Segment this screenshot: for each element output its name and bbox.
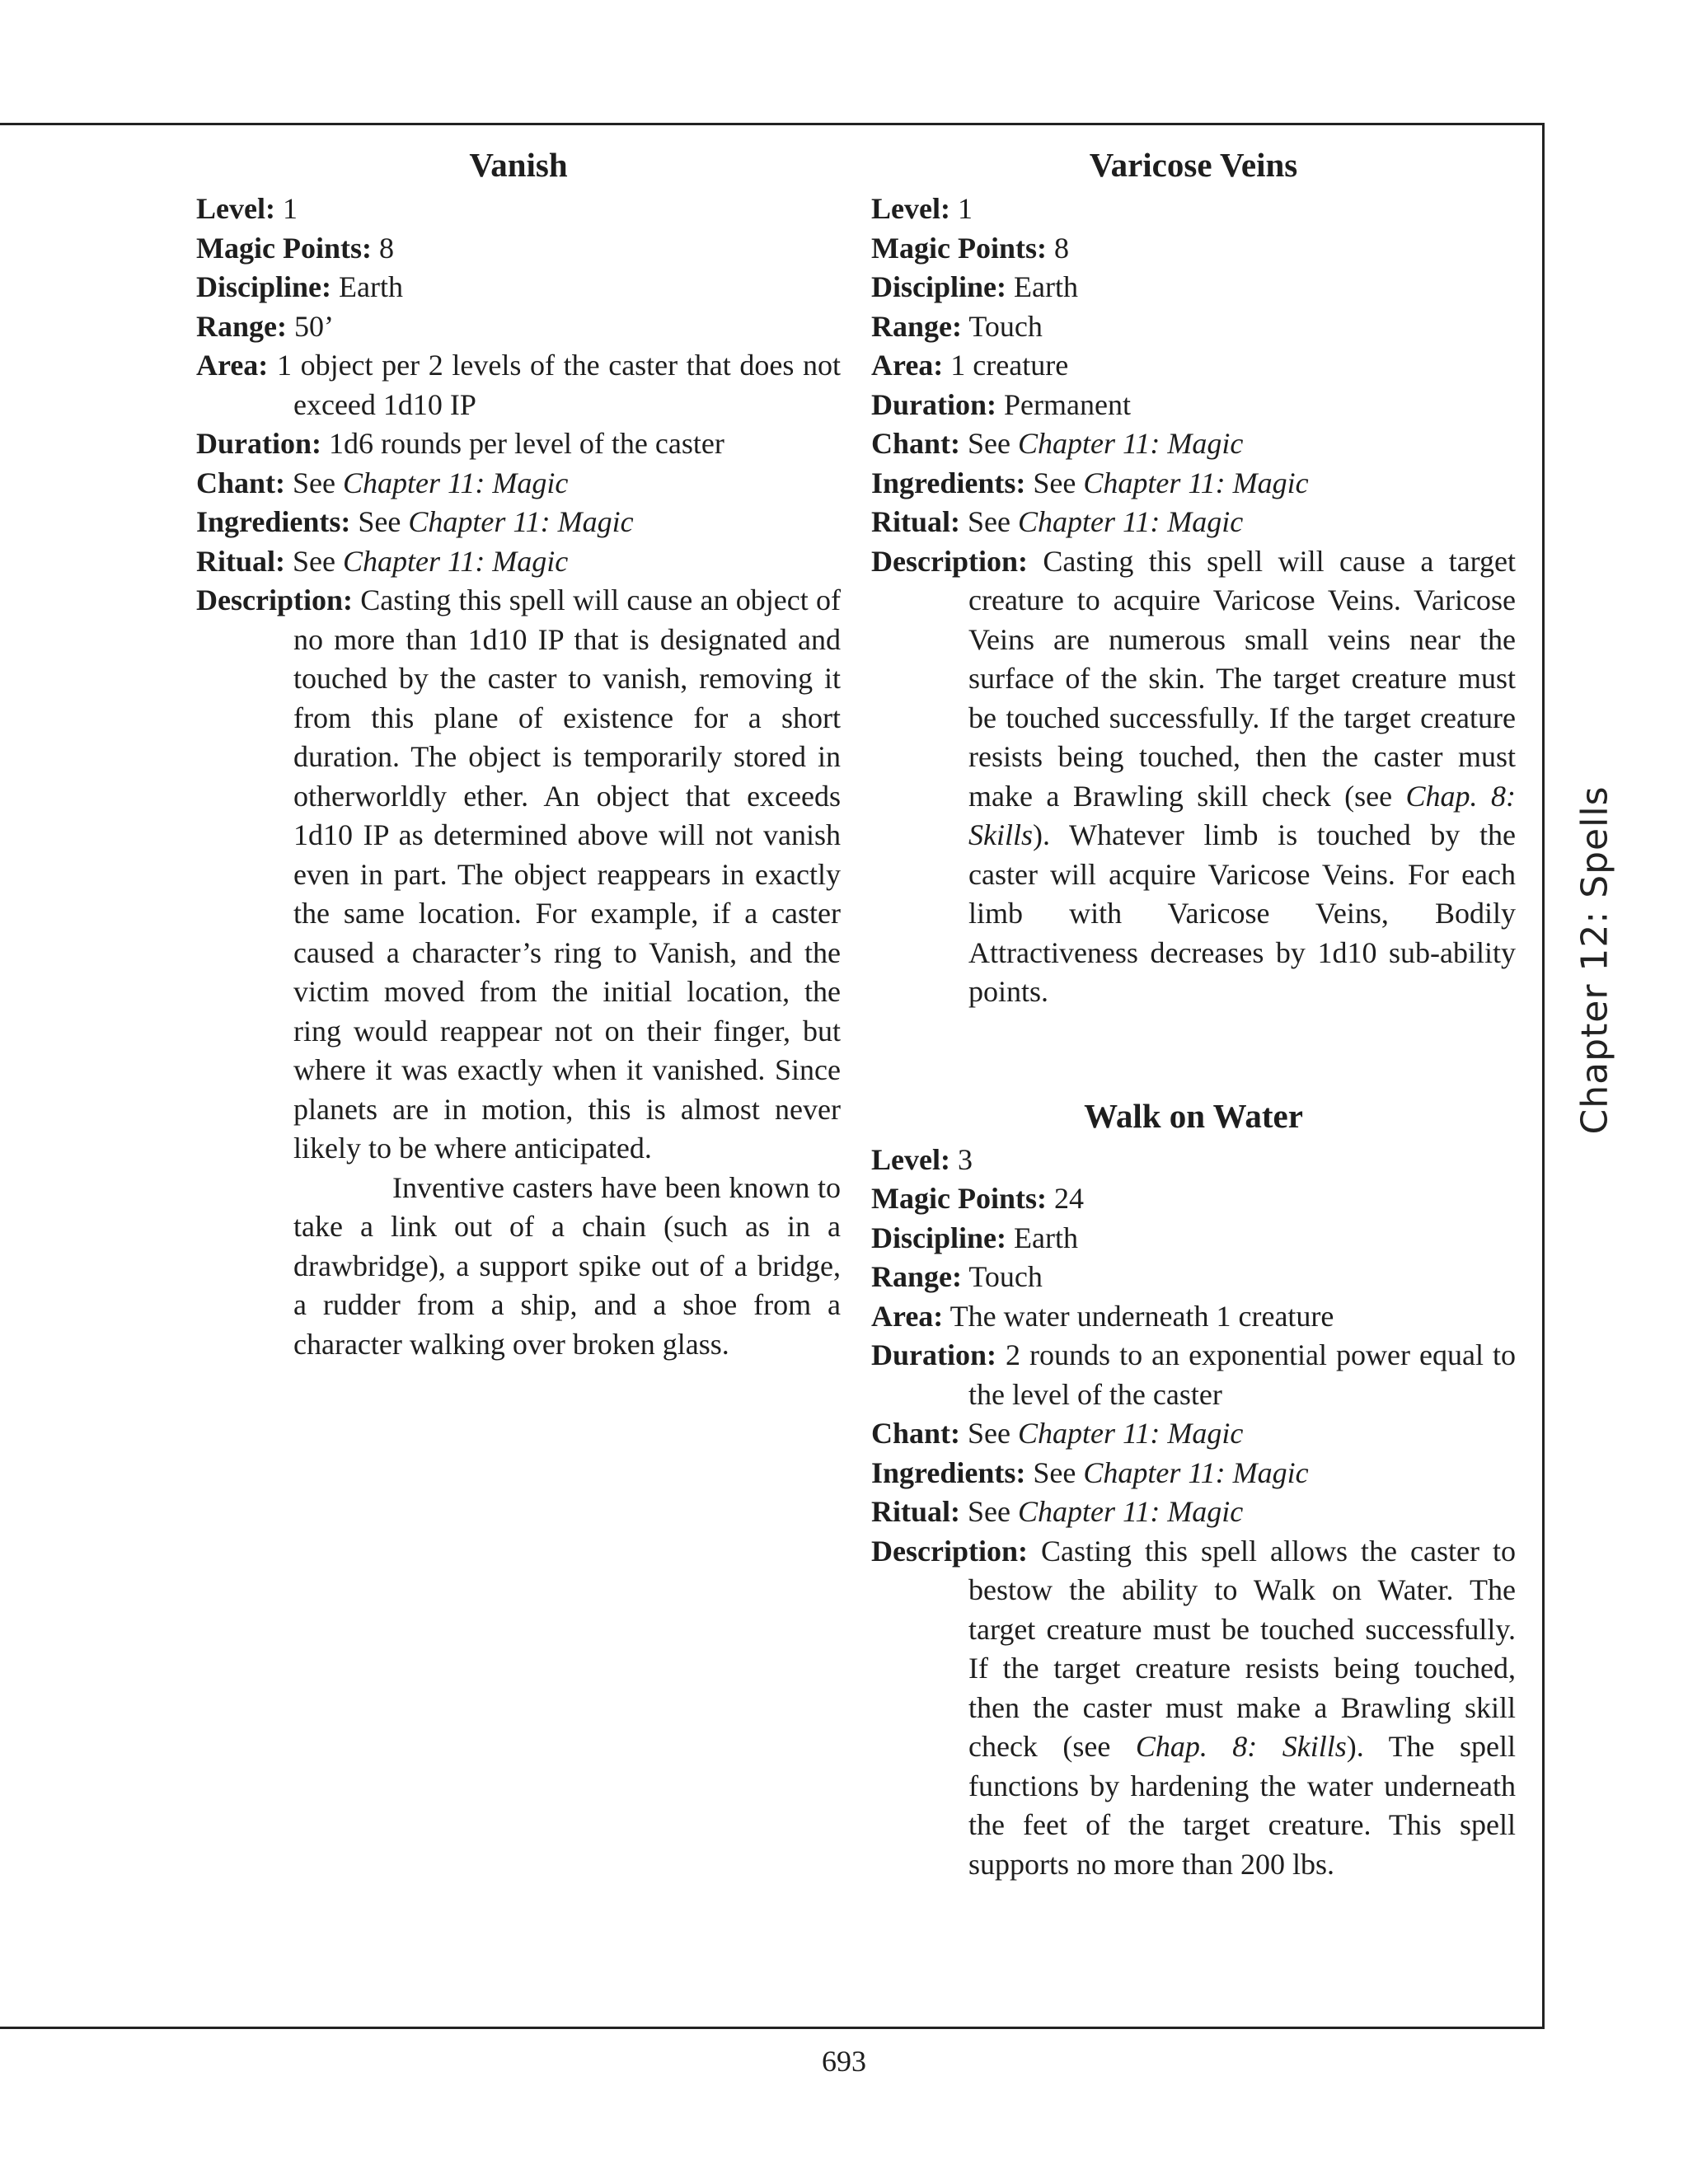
spell-area: Area: 1 object per 2 levels of the caster that does not exceed 1d10 IP	[196, 349, 842, 421]
spell-description: Description: Casting this spell allows the caster to bestow the ability to Walk on Water. The target creature must be touched successfully. If the target creature resists being touched, then the caster must make a Brawling skill check (see Chap. 8: Skills). The spell functions by hardening the water underneath the feet of the target creature. This spell supports no more than 200 lbs.	[871, 1534, 1516, 1881]
spell-ingredients: Ingredients: See Chapter 11: Magic	[871, 466, 1309, 499]
spell-discipline: Discipline: Earth	[196, 270, 403, 303]
spell-description: Description: Casting this spell will cause an object of no more than 1d10 IP that is designated and touched by the caster to vanish, removing it from this plane of existence for a short duration. The object is temporarily stored in otherworldly ether. An object that exceeds 1d10 IP as determined above will not vanish even in part. The object reappears in exactly the same location. For example, if a caster caused a character’s ring to Vanish, and the victim moved from the initial location, the ring would reappear not on their finger, but where it was exactly when it vanished. Since planets are in motion, this is almost never likely to be where anticipated. Inventive casters have been known to take a link out of a chain (such as in a drawbridge), a support spike out of a bridge, a rudder from a ship, and a shoe from a character walking over broken glass.	[196, 583, 842, 1361]
spell-level: Level: 1	[871, 192, 973, 225]
spell-discipline: Discipline: Earth	[871, 270, 1078, 303]
spell-chant: Chant: See Chapter 11: Magic	[196, 466, 569, 499]
spell-range: Range: 50’	[196, 309, 334, 343]
spell-ritual: Ritual: See Chapter 11: Magic	[196, 544, 569, 578]
spell-duration: Duration: Permanent	[871, 387, 1131, 421]
spell-title: Walk on Water	[1084, 1096, 1303, 1135]
spell-duration: Duration: 1d6 rounds per level of the caster	[196, 427, 724, 460]
spell-ingredients: Ingredients: See Chapter 11: Magic	[196, 505, 634, 538]
spell-duration: Duration: 2 rounds to an exponential power equal to the level of the caster	[871, 1338, 1516, 1411]
spell-magic-points: Magic Points: 24	[871, 1182, 1084, 1215]
spell-title: Varicose Veins	[1089, 146, 1298, 184]
spell-ritual: Ritual: See Chapter 11: Magic	[871, 505, 1244, 538]
left-column	[196, 140, 841, 1364]
spell-area: Area: 1 creature	[871, 349, 1069, 382]
page-frame-top	[0, 123, 1545, 125]
spell-title: Vanish	[469, 146, 568, 184]
page-frame-right	[1542, 123, 1545, 2029]
spell-vanish	[196, 140, 841, 1364]
page-number: 693	[822, 2045, 866, 2078]
spell-chant: Chant: See Chapter 11: Magic	[871, 1417, 1244, 1450]
spell-description: Description: Casting this spell will cause a target creature to acquire Varicose Veins. Varicose Veins are numerous small veins near the surface of the skin. The target creature must be touched successfully. If the target creature resists being touched, then the caster must make a Brawling skill check (see Chap. 8: Skills). Whatever limb is touched by the caster will acquire Varicose Veins. For each limb with Varicose Veins, Bodily Attractiveness decreases by 1d10 sub-ability points.	[871, 544, 1516, 1008]
spell-chant: Chant: See Chapter 11: Magic	[871, 427, 1244, 460]
spell-ingredients: Ingredients: See Chapter 11: Magic	[871, 1455, 1309, 1489]
spell-level: Level: 1	[196, 192, 298, 225]
spell-range: Range: Touch	[871, 309, 1043, 343]
page-frame-bottom	[0, 2027, 1545, 2029]
right-column	[871, 140, 1516, 1884]
spell-range: Range: Touch	[871, 1260, 1043, 1293]
spell-walk-on-water	[871, 1091, 1516, 1885]
spell-magic-points: Magic Points: 8	[871, 231, 1069, 265]
spell-varicose-veins	[871, 140, 1516, 1012]
spell-magic-points: Magic Points: 8	[196, 231, 394, 265]
spell-area: Area: The water underneath 1 creature	[871, 1299, 1334, 1333]
spell-level: Level: 3	[871, 1142, 973, 1176]
spell-discipline: Discipline: Earth	[871, 1221, 1078, 1254]
chapter-side-tab: Chapter 12: Spells	[1573, 785, 1616, 1135]
spell-ritual: Ritual: See Chapter 11: Magic	[871, 1495, 1244, 1528]
